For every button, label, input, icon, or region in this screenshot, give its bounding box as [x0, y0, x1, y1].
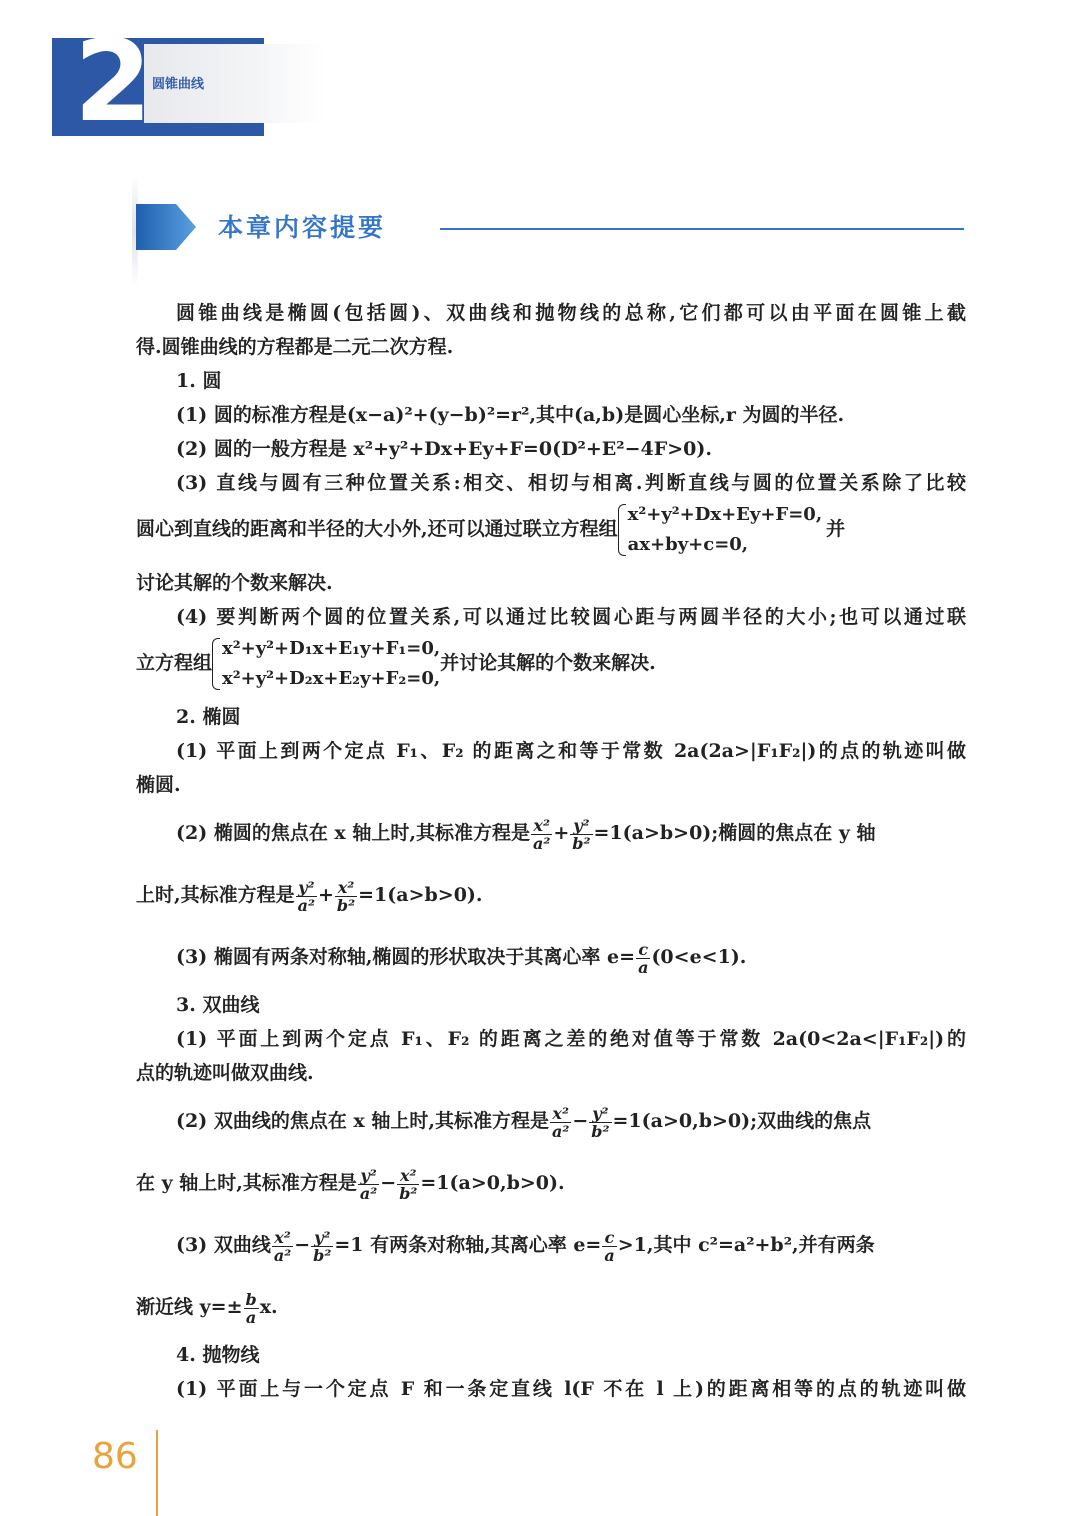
- s1-p3a: (3) 直线与圆有三种位置关系:相交、相切与相离.判断直线与圆的位置关系除了比较: [176, 472, 966, 494]
- s3-p3-line-1: (3) 双曲线 $\frac{\text{x²}}{\text{a²}}$ − $\frac{\text{y²}}{\text{b²}}$ =1 有两条对称轴,其离心率 e= $\frac{c}{a}$ >1,其中 c²=a²+b²,并有两条: [176, 1227, 875, 1265]
- s1-p3b: 圆心到直线的距离和半径的大小外,还可以通过联立方程组: [136, 518, 618, 540]
- s3-p2b: 在 y 轴上时,其标准方程是: [136, 1172, 357, 1194]
- s2-p1b: 椭圆.: [136, 774, 181, 796]
- s3-p1b: 点的轨迹叫做双曲线.: [136, 1062, 314, 1084]
- s4-p1: (1) 平面上与一个定点 F 和一条定直线 l(F 不在 l 上)的距离相等的点的轨迹叫做: [176, 1378, 966, 1400]
- page-number: 86: [92, 1436, 138, 1477]
- s2-p2a-eq: =1(a>b>0);椭圆的焦点在 y 轴: [593, 822, 876, 844]
- s2-p2b: 上时,其标准方程是: [136, 884, 295, 906]
- s1-heading: 1. 圆: [176, 370, 222, 392]
- chapter-header-bar-top: [144, 38, 264, 44]
- s3-heading: 3. 双曲线: [176, 994, 260, 1016]
- content-body: [136, 296, 966, 1406]
- eq-row: x²+y²+D₂x+E₂y+F₂=0,: [222, 668, 441, 689]
- s4-heading: 4. 抛物线: [176, 1344, 260, 1366]
- s3-p3b: 渐近线 y=±: [136, 1296, 243, 1318]
- s3-p3b-end: x.: [259, 1296, 278, 1318]
- eq-row: ax+by+c=0,: [627, 534, 749, 555]
- intro-line-1: 圆锥曲线是椭圆(包括圆)、双曲线和抛物线的总称,它们都可以由平面在圆锥上截: [176, 302, 966, 324]
- s2-p3-line: [136, 926, 966, 988]
- fraction: $\frac{\text{y²}}{\text{a²}}$: [359, 1165, 378, 1203]
- s1-p4-system-line: [136, 634, 966, 700]
- s1-p4b: 立方程组: [136, 652, 213, 674]
- s3-p3a-mid: =1 有两条对称轴,其离心率 e=: [334, 1234, 602, 1256]
- s2-heading: 2. 椭圆: [176, 706, 241, 728]
- s1-p3d: 讨论其解的个数来解决.: [136, 572, 333, 594]
- fraction: $\frac{\text{x²}}{\text{b²}}$: [336, 877, 356, 915]
- s3-p3a-end: >1,其中 c²=a²+b²,并有两条: [617, 1234, 875, 1256]
- fraction: $\frac{\text{y²}}{\text{b²}}$: [313, 1227, 332, 1265]
- s1-p2: (2) 圆的一般方程是 x²+y²+Dx+Ey+F=0(D²+E²−4F>0).: [176, 438, 712, 460]
- fraction: $\frac{\text{y²}}{\text{b²}}$: [572, 815, 591, 853]
- s2-p2b-eq: =1(a>b>0).: [358, 884, 483, 906]
- fraction: $\frac{\text{x²}}{\text{a²}}$: [533, 815, 551, 853]
- fraction: $\frac{b}{a}$: [245, 1289, 257, 1327]
- s3-p2-line-1: (2) 双曲线的焦点在 x 轴上时,其标准方程是 $\frac{\text{x²}}{\text{a²}}$ − $\frac{\text{y²}}{\text{b²}}$ =1(a>0,b>0);双曲线的焦点: [176, 1103, 872, 1141]
- fraction: $\frac{\text{x²}}{\text{a²}}$: [273, 1227, 292, 1265]
- chapter-header-bar-bottom: [144, 123, 264, 136]
- s2-p2-line-1: (2) 椭圆的焦点在 x 轴上时,其标准方程是 $\frac{\text{x²}}{\text{a²}}$ + $\frac{\text{y²}}{\text{b²}}$ =1(a>b>0);椭圆的焦点在 y 轴: [176, 815, 876, 853]
- chapter-title: 圆锥曲线: [152, 77, 205, 92]
- s1-p3-system-line: [136, 500, 966, 566]
- s3-p1a: (1) 平面上到两个定点 F₁、F₂ 的距离之差的绝对值等于常数 2a(0<2a<|F₁F₂|)的: [176, 1028, 966, 1050]
- s1-p4c: 并讨论其解的个数来解决.: [440, 652, 656, 674]
- s3-p2a-eq: =1(a>0,b>0);双曲线的焦点: [612, 1110, 872, 1132]
- s3-p2b-eq: =1(a>0,b>0).: [420, 1172, 565, 1194]
- s3-p2a: (2) 双曲线的焦点在 x 轴上时,其标准方程是: [176, 1110, 549, 1132]
- s3-p3-line-2: [136, 1276, 966, 1338]
- s2-p1a: (1) 平面上到两个定点 F₁、F₂ 的距离之和等于常数 2a(2a>|F₁F₂|)的点的轨迹叫做: [176, 740, 966, 762]
- fraction: $\frac{\text{y²}}{\text{a²}}$: [297, 877, 315, 915]
- s1-p3c: 并: [826, 518, 846, 540]
- s3-p2-line-2: 在 y 轴上时,其标准方程是 $\frac{\text{y²}}{\text{a²}}$ − $\frac{\text{x²}}{\text{b²}}$ =1(a>0,b>0).: [136, 1165, 565, 1203]
- fraction: $\frac{\text{y²}}{\text{b²}}$: [591, 1103, 610, 1141]
- chapter-number: 2: [74, 17, 150, 147]
- fraction: $\frac{\text{x²}}{\text{a²}}$: [552, 1103, 570, 1141]
- page-number-rule: [156, 1430, 158, 1516]
- section-arrow-icon: [136, 204, 198, 250]
- s2-p3-end: (0<e<1).: [651, 946, 747, 968]
- s2-p2-line-2: 上时,其标准方程是 $\frac{\text{y²}}{\text{a²}}$ + $\frac{\text{x²}}{\text{b²}}$ =1(a>b>0).: [136, 877, 483, 915]
- fraction: $\frac{c}{a}$: [638, 939, 649, 977]
- intro-line-2: 得.圆锥曲线的方程都是二元二次方程.: [136, 336, 454, 358]
- section-title: 本章内容提要: [218, 213, 387, 242]
- fraction: $\frac{c}{a}$: [604, 1227, 615, 1265]
- s2-p3: (3) 椭圆有两条对称轴,椭圆的形状取决于其离心率 e=: [176, 946, 636, 968]
- equation-system: [618, 500, 822, 560]
- s3-p3a: (3) 双曲线: [176, 1234, 271, 1256]
- eq-row: x²+y²+Dx+Ey+F=0,: [627, 504, 823, 525]
- equation-system: [212, 634, 440, 694]
- section-rule: [440, 228, 964, 230]
- fraction: $\frac{\text{x²}}{\text{b²}}$: [399, 1165, 418, 1203]
- s1-p4a: (4) 要判断两个圆的位置关系,可以通过比较圆心距与两圆半径的大小;也可以通过联: [176, 606, 966, 628]
- s2-p2a: (2) 椭圆的焦点在 x 轴上时,其标准方程是: [176, 822, 530, 844]
- eq-row: x²+y²+D₁x+E₁y+F₁=0,: [222, 638, 441, 659]
- s1-p1: (1) 圆的标准方程是(x−a)²+(y−b)²=r²,其中(a,b)是圆心坐标,r 为圆的半径.: [176, 404, 845, 426]
